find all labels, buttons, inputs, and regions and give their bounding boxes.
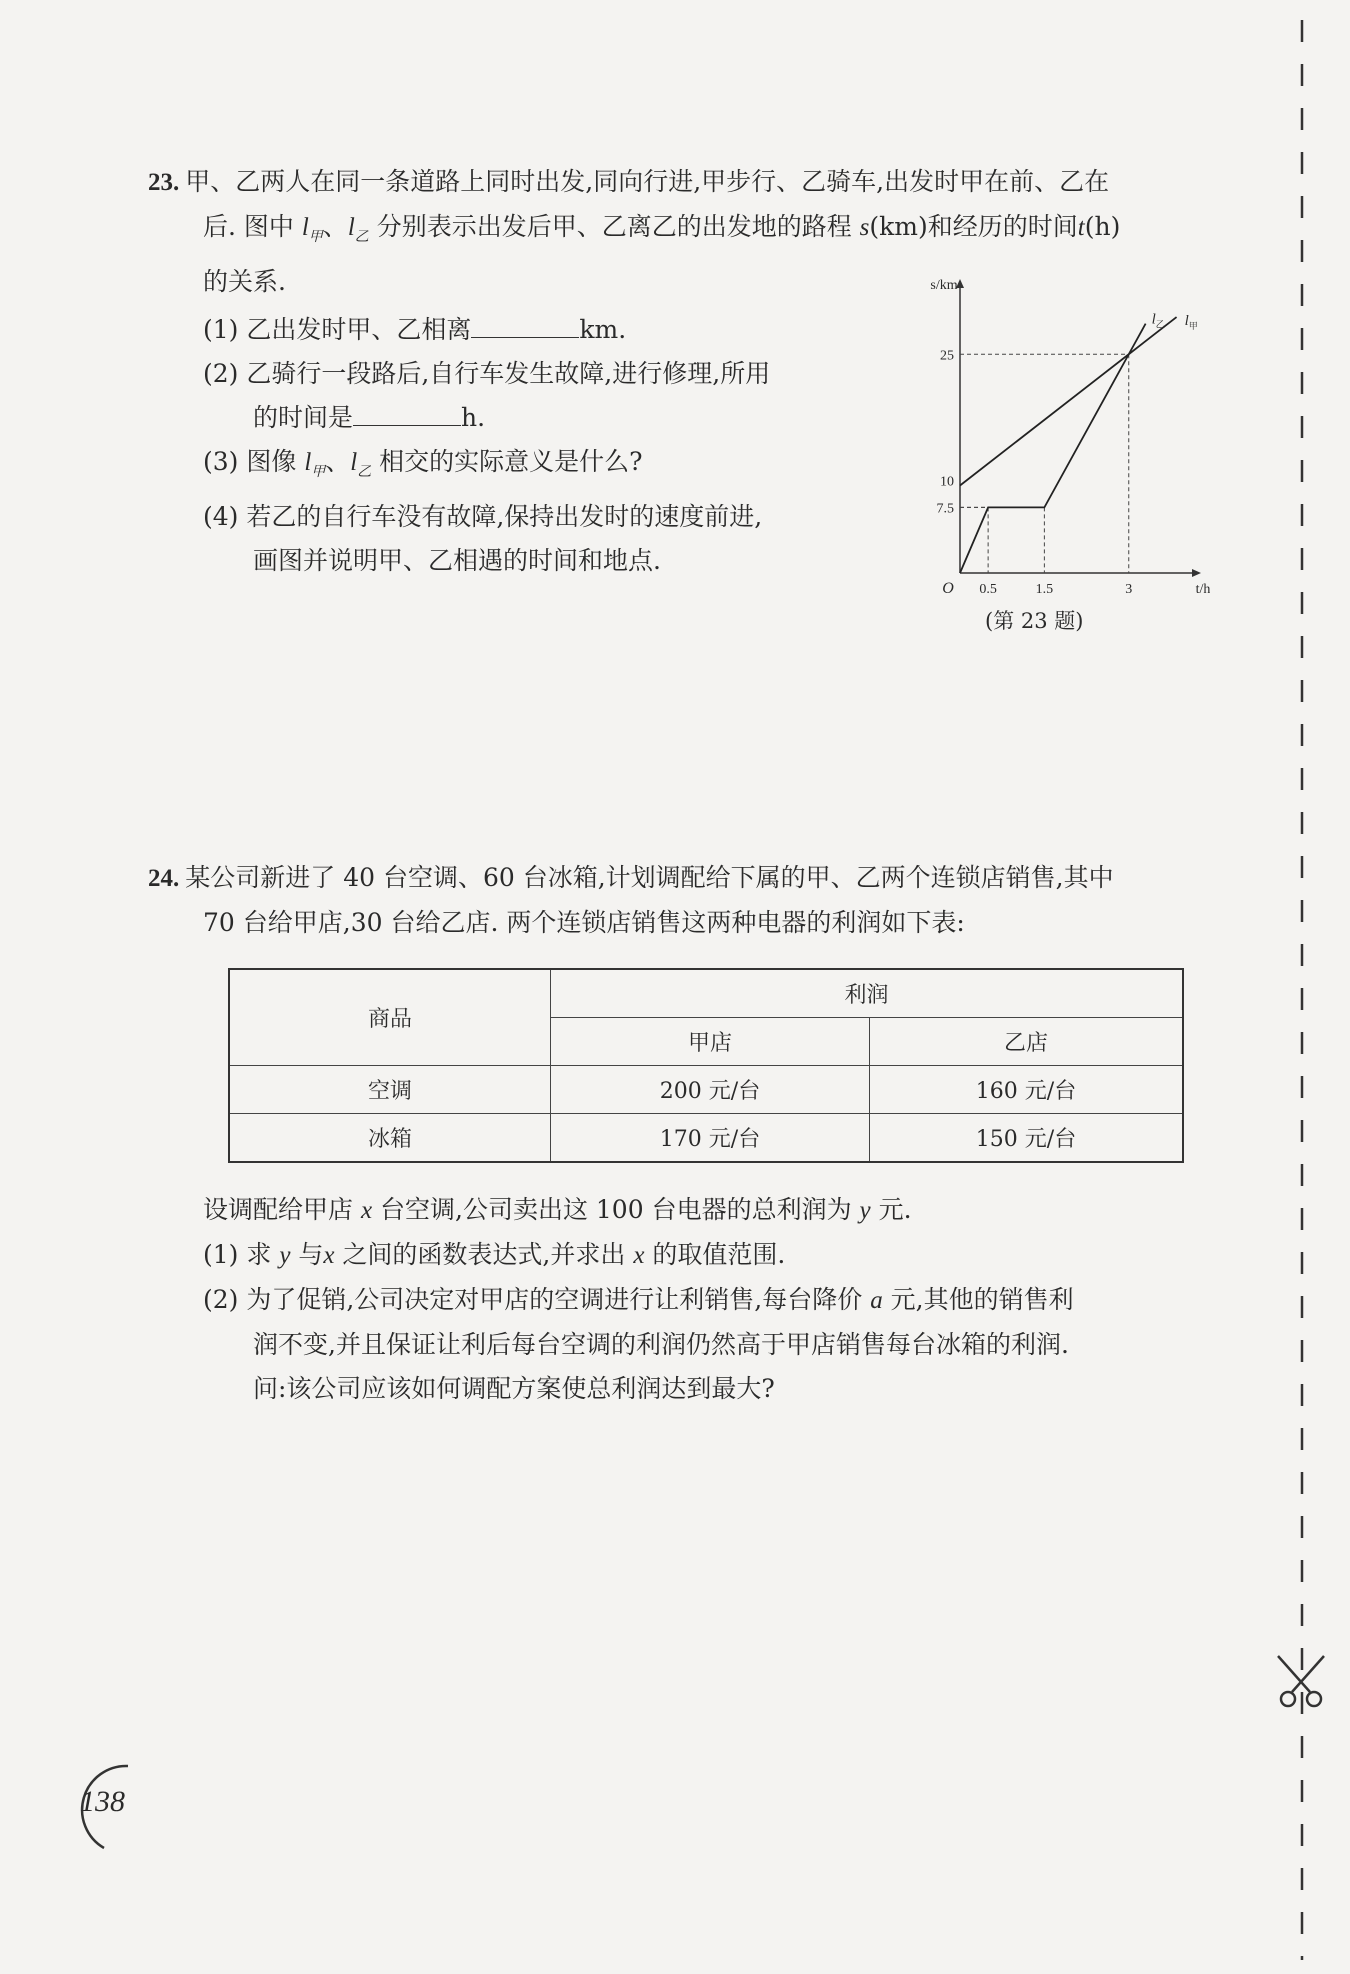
header-shop-b: 乙店 <box>870 1018 1184 1066</box>
scissors-icon <box>1272 1652 1332 1712</box>
question-24-parts <box>148 1188 1218 1411</box>
x-tick-label: 1.5 <box>1035 582 1054 597</box>
x-tick-label: 3 <box>1125 582 1133 597</box>
l-yi: $l_乙$ <box>347 214 369 245</box>
row-shop-b-value: 160 元/台 <box>870 1066 1184 1114</box>
header-shop-a: 甲店 <box>551 1018 870 1066</box>
q24-part2-cont: 润不变,并且保证让利后每台空调的利润仍然高于甲店销售每台冰箱的利润. <box>253 1330 1069 1359</box>
row-shop-a-value: 200 元/台 <box>551 1066 870 1114</box>
question-24 <box>148 856 1218 945</box>
page-number: 138 <box>80 1785 125 1818</box>
row-shop-a-value: 170 元/台 <box>551 1114 870 1163</box>
q23-part3: (3) 图像 $l_甲$、$l_乙$ 相交的实际意义是什么? <box>203 447 643 480</box>
y-tick-label: 10 <box>940 474 954 490</box>
q23-stem-line3: 的关系. <box>203 267 286 296</box>
x-tick-label: 0.5 <box>979 582 997 597</box>
table-row <box>229 1066 1183 1114</box>
q24-line1: 24. 某公司新进了 40 台空调、60 台冰箱,计划调配给下属的甲、乙两个连锁店销售,其中 <box>148 863 1114 892</box>
q23-stem-line1: 23. 甲、乙两人在同一条道路上同时出发,同向行进,甲步行、乙骑车,出发时甲在前、乙在 <box>148 167 1110 196</box>
distance-time-chart <box>920 278 1210 608</box>
origin-label: O <box>942 580 954 597</box>
header-profit: 利润 <box>551 969 1184 1018</box>
series-line-l-jia <box>960 317 1177 485</box>
q23-stem-line2: 后. 图中 $l_甲$、$l_乙$ 分别表示出发后甲、乙离乙的出发地的路程 s(km)和经历的时间t(h) <box>203 212 1121 245</box>
x-axis-arrow <box>1192 569 1201 577</box>
table-row <box>229 1114 1183 1163</box>
q23-part1: (1) 乙出发时甲、乙相离 km. <box>148 308 1218 352</box>
y-axis-label: s/km <box>930 278 958 293</box>
x-axis-label: t/h <box>1195 582 1210 597</box>
row-item: 冰箱 <box>229 1114 551 1163</box>
profit-table <box>228 968 1184 1163</box>
answer-blank-1[interactable] <box>471 309 579 338</box>
q24-part1: (1) 求 y 与x 之间的函数表达式,并求出 x 的取值范围. <box>203 1240 786 1269</box>
row-item: 空调 <box>229 1066 551 1114</box>
row-shop-b-value: 150 元/台 <box>870 1114 1184 1163</box>
q24-line2: 70 台给甲店,30 台给乙店. 两个连锁店销售这两种电器的利润如下表: <box>203 908 965 937</box>
series-label-l-jia: $l_甲$ <box>1184 313 1198 332</box>
l-jia: $l_甲$ <box>301 214 323 245</box>
chart-caption: (第 23 题) <box>985 609 1084 633</box>
q24-number: 24. <box>148 865 180 892</box>
y-tick-label: 25 <box>940 348 954 364</box>
q24-part2-cont2: 问:该公司应该如何调配方案使总利润达到最大? <box>253 1374 775 1403</box>
q23-part2-cont: 的时间是 h. <box>148 396 1218 440</box>
q24-part2: (2) 为了促销,公司决定对甲店的空调进行让利销售,每台降价 a 元,其他的销售利 <box>203 1285 1074 1314</box>
q23-part2: (2) 乙骑行一段路后,自行车发生故障,进行修理,所用 <box>203 359 771 388</box>
q23-part4: (4) 若乙的自行车没有故障,保持出发时的速度前进, <box>203 502 763 531</box>
series-label-l-yi: $l_乙$ <box>1151 311 1165 330</box>
answer-blank-2[interactable] <box>353 397 461 426</box>
q23-number: 23. <box>148 169 180 196</box>
header-goods: 商品 <box>229 969 551 1066</box>
y-tick-label: 7.5 <box>936 501 954 517</box>
q23-part4-cont: 画图并说明甲、乙相遇的时间和地点. <box>253 546 661 575</box>
q24-setup: 设调配给甲店 x 台空调,公司卖出这 100 台电器的总利润为 y 元. <box>203 1195 912 1224</box>
